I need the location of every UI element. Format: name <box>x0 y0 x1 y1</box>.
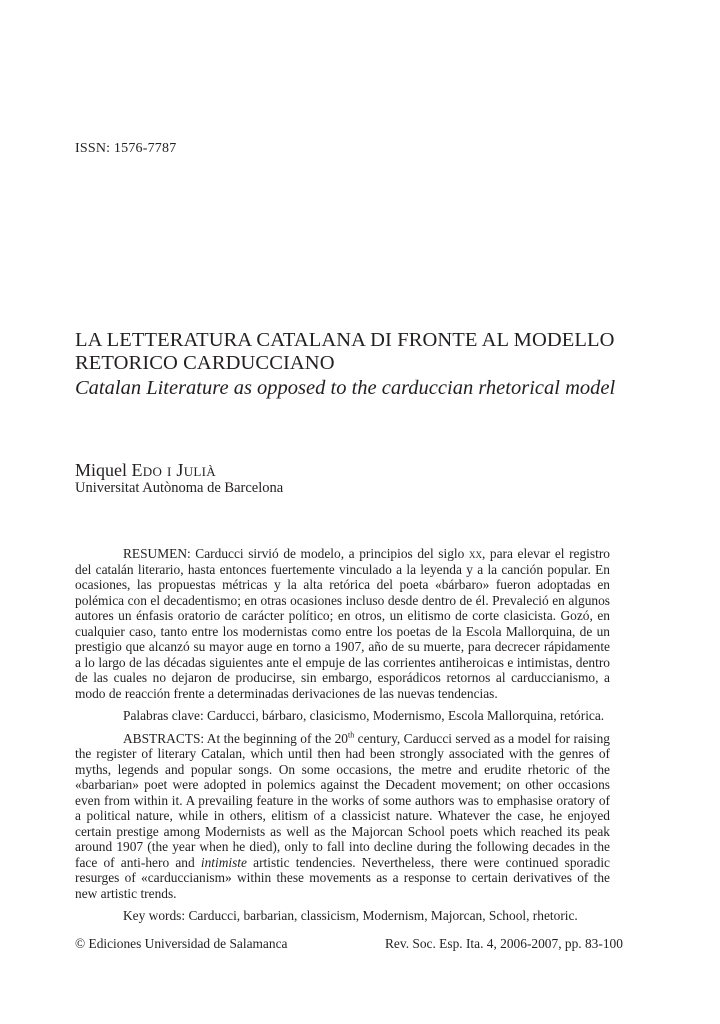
abstract-italic-term: intimiste <box>200 854 247 870</box>
abstract-paragraph <box>75 731 610 902</box>
author-given-name: Miquel <box>75 460 127 480</box>
author-block <box>75 460 283 496</box>
abstract-text-2: century, Carducci served as a model for raising the register of literary Catalan, which until then had been strongly associated with the genres of myths, legends and popular songs. On some occasions, the metre and erudite rhetoric of the «barbarian» poet were adopted in polemics against the Decadent movement; on other occasions even from within it. A prevailing feature in the works of some authors was to emphasise oratory of a political nature, while in others, elitism of a classicist nature. Whatever the case, he enjoyed certain prestige among Modernists as well as the Majorcan School poets which reached its peak around 1907 (the year when he died), only to fall into decline during the following decades in the face of anti-hero and <box>75 730 610 870</box>
article-title-block <box>75 329 675 401</box>
abstract-block <box>75 546 610 931</box>
footer-publisher: © Ediciones Universidad de Salamanca <box>75 936 288 951</box>
footer-citation: Rev. Soc. Esp. Ita. 4, 2006-2007, pp. 83-100 <box>385 936 623 951</box>
abstract-ordinal-suffix: th <box>348 730 355 740</box>
article-subtitle-english: Catalan Literature as opposed to the carduccian rhetorical model <box>75 377 616 399</box>
author-surname: Edo i Julià <box>131 460 216 480</box>
author-affiliation: Universitat Autònoma de Barcelona <box>75 480 284 496</box>
article-title-line-1: LA LETTERATURA CATALANA DI FRONTE AL MODELLO <box>75 329 615 351</box>
abstract-text-3: artistic tendencies. Nevertheless, there were continued sporadic resurges of «carduccianism» within these movements as a response to certain derivatives of the new artistic trends. <box>75 854 610 901</box>
issn-number: ISSN: 1576-7787 <box>75 141 177 156</box>
resumen-paragraph <box>75 546 610 701</box>
resumen-text-1: RESUMEN: Carducci sirvió de modelo, a principios del siglo <box>123 546 469 561</box>
author-name <box>75 460 283 480</box>
key-words-paragraph: Key words: Carducci, barbarian, classicism, Modernism, Majorcan, School, rhetoric. <box>123 908 578 923</box>
resumen-century: xx <box>468 546 482 561</box>
resumen-text-2: , para elevar el registro del catalán literario, hasta entonces fuertemente vinculado a la leyenda y a la canción popular. En ocasiones, las propuestas métricas y la alta retórica del poeta «bárbaro» fueron adoptadas en polémica con el decadentismo; en otras ocasiones incluso desde dentro de él. Prevaleció en algunos autores un énfasis oratorio de carácter político; en otros, un elitismo de corte clasicista. Gozó, en cualquier caso, tanto entre los modernistas como entre los poetas de la Escola Mallorquina, de un prestigio que alcanzó su mayor auge en torno a 1907, año de su muerte, para decrecer rápidamente a lo largo de las décadas siguientes ante el empuje de las corrientes antiheroicas e intimistas, dentro de las cuales no dejaron de producirse, sin embargo, esporádicos retornos al carduccianismo, a modo de reacción frente a determinadas derivaciones de las nuevas tendencias. <box>75 546 610 701</box>
palabras-clave-paragraph: Palabras clave: Carducci, bárbaro, clasicismo, Modernismo, Escola Mallorquina, retórica. <box>123 708 605 723</box>
abstract-text-1: ABSTRACTS: At the beginning of the 20 <box>123 730 348 746</box>
article-title-line-2: RETORICO CARDUCCIANO <box>75 352 335 374</box>
